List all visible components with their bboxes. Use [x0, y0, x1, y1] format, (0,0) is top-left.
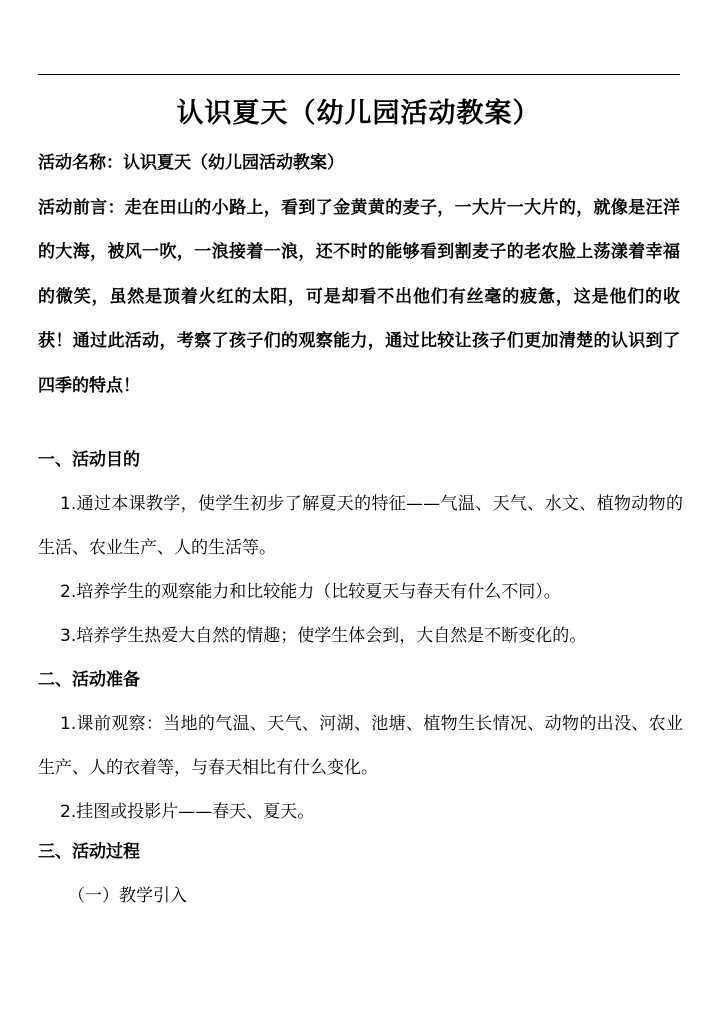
- section-process: [38, 830, 683, 918]
- activity-preface: 活动前言：走在田山的小路上，看到了金黄黄的麦子，一大片一大片的，就像是汪洋的大海，被风一吹，一浪接着一浪，还不时的能够看到割麦子的老农脸上荡漾着幸福的微笑，虽然是顶着火红的太阳，可是却看不出他们有丝毫的疲惫，这是他们的收获！通过此活动，考察了孩子们的观察能力，通过比较让孩子们更加清楚的认识到了四季的特点！: [38, 197, 680, 396]
- page-title: 认识夏天（幼儿园活动教案）: [176, 98, 541, 130]
- goal-item: 1.通过本课教学，使学生初步了解夏天的特征——气温、天气、水文、植物动物的生活、农业生产、人的生活等。: [38, 494, 683, 558]
- activity-name: 活动名称：认识夏天（幼儿园活动教案）: [38, 153, 344, 173]
- section-preparation: [38, 658, 683, 834]
- goal-item: 3.培养学生热爱大自然的情趣；使学生体会到，大自然是不断变化的。: [60, 626, 587, 646]
- section-heading: 二、活动准备: [38, 670, 140, 690]
- preparation-item: 2.挂图或投影片——春天、夏天。: [60, 802, 315, 822]
- section-heading: 三、活动过程: [38, 842, 140, 862]
- section-heading: 一、活动目的: [38, 450, 140, 470]
- section-goals: [38, 438, 683, 658]
- intro-block: [38, 141, 680, 408]
- preparation-item: 1.课前观察：当地的气温、天气、河湖、池塘、植物生长情况、动物的出没、农业生产、人的衣着等，与春天相比有什么变化。: [38, 714, 683, 778]
- top-rule: [38, 74, 680, 75]
- process-subheading: （一）教学引入: [68, 886, 187, 906]
- goal-item: 2.培养学生的观察能力和比较能力（比较夏天与春天有什么不同）。: [60, 582, 561, 602]
